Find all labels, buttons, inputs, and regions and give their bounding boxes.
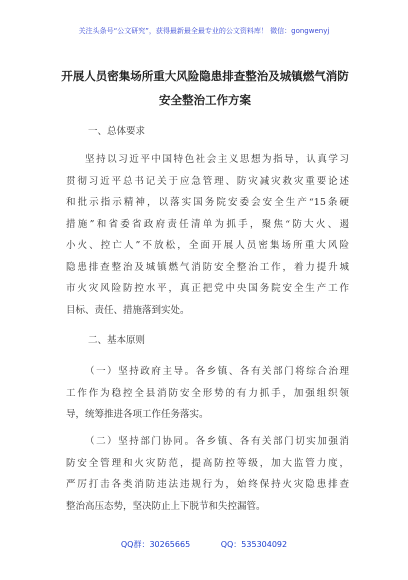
text-line: 目标、责任、措施落到实处。 (66, 304, 190, 316)
text-line: 严厉打击各类消防违法违规行为，始终保持火灾隐患排查 (66, 479, 349, 490)
text-line: 整治高压态势，坚决防止上下脱节和失控漏管。 (66, 500, 266, 512)
text-line: 贯彻习近平总书记关于应急管理、防灾减灾救灾重要论述 (66, 175, 349, 187)
text-line: 小火、控亡人”不放松，全面开展人员密集场所重大风险 (66, 240, 349, 251)
text-line: 坚持以习近平中国特色社会主义思想为指导，认真学习 (85, 154, 349, 165)
paragraph-principle-department-coordination (66, 431, 349, 517)
section-heading-basic-principles: 二、基本原则 (88, 335, 146, 346)
document-title-line-1: 开展人员密集场所重大风险隐患排查整治及城镇燃气消防 (61, 69, 349, 83)
text-line: 导，统筹推进各项工作任务落实。 (66, 409, 209, 420)
paragraph-general-requirements (66, 149, 349, 321)
text-line: 工作作为稳控全县消防安全形势的有力抓手，加强组织领 (66, 387, 349, 399)
document-title-line-2: 安全整治工作方案 (159, 93, 251, 107)
top-banner: 关注头条号“公文研究”，获得最新最全最专业的公文资料库！ 微信：gongwenyj (78, 27, 330, 35)
text-line: 和批示指示精神，以落实国务院安委会安全生产“15条硬 (66, 197, 349, 208)
text-line: 隐患排查整治及城镇燃气消防安全整治工作，着力提升城 (66, 261, 349, 273)
section-heading-general-requirements: 一、总体要求 (88, 126, 146, 137)
text-line: （一）坚持政府主导。各乡镇、各有关部门将综合治理 (85, 366, 349, 377)
text-line: 市火灾风险防控水平，真正把党中央国务院安全生产工作 (66, 283, 349, 294)
text-line: 防安全管理和火灾防范，提高防控等级，加大监管力度， (66, 457, 349, 469)
text-line: （二）坚持部门协同。各乡镇、各有关部门切实加强消 (85, 436, 349, 447)
footer-contact: QQ群：30265665 QQ：535304092 (120, 540, 288, 549)
paragraph-principle-government-led (66, 361, 349, 426)
text-line: 措施”和省委省政府责任清单为抓手，聚焦“防大火、遏 (66, 218, 349, 230)
